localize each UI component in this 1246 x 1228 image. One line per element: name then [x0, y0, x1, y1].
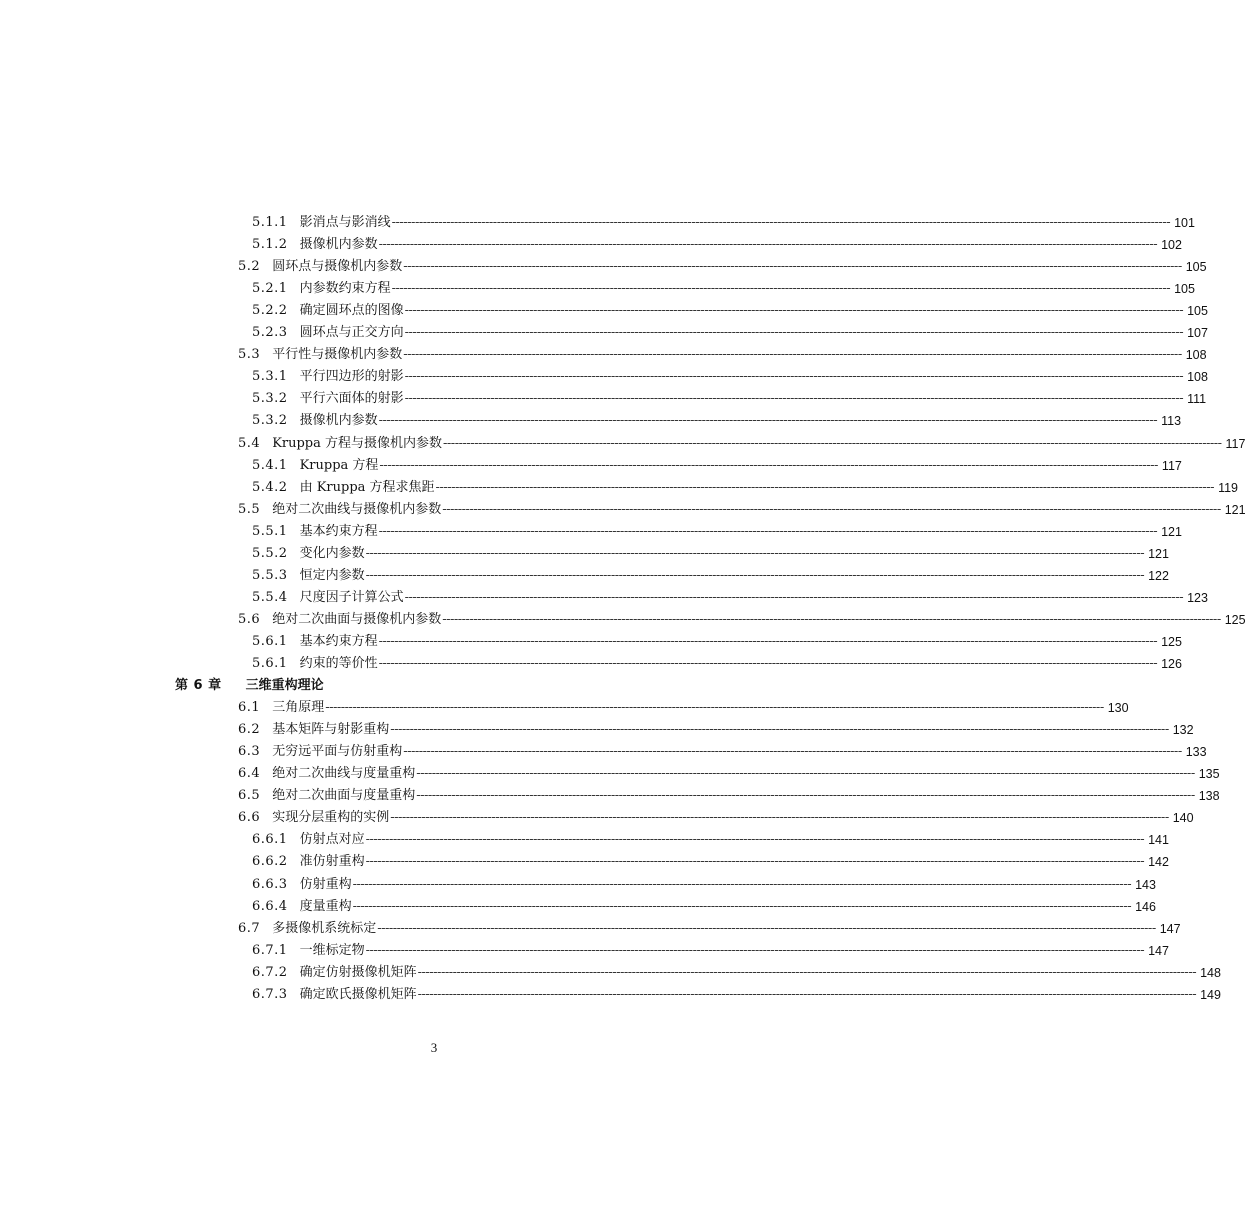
toc-entry	[252, 588, 1208, 608]
toc-entry-title: 确定欧氏摄像机矩阵	[299, 986, 417, 1002]
dot-leader: --------------------------------------------------------------------------------------------------------------------------------------------------------------------------------------------------------	[365, 942, 1145, 958]
page-number: 3	[430, 1040, 438, 1055]
toc-entry	[238, 919, 1181, 939]
dot-leader: --------------------------------------------------------------------------------------------------------------------------------------------------------------------------------------------------------	[404, 391, 1184, 407]
toc-entry-number: 5.5.2	[252, 545, 288, 561]
toc-entry-number: 5.6	[238, 611, 261, 627]
dot-leader: --------------------------------------------------------------------------------------------------------------------------------------------------------------------------------------------------------	[378, 633, 1158, 649]
toc-entry	[238, 500, 1246, 520]
toc-entry-title: 仿射点对应	[299, 832, 365, 848]
dot-leader: --------------------------------------------------------------------------------------------------------------------------------------------------------------------------------------------------------	[417, 986, 1197, 1002]
toc-entry-number: 6.6	[238, 810, 261, 826]
toc-entry-page: 147	[1159, 921, 1181, 936]
toc-entry	[252, 830, 1169, 850]
toc-entry-title: 基本约束方程	[299, 633, 378, 649]
toc-entry-number: 第 6 章	[175, 678, 222, 694]
toc-entry-title: Kruppa 方程与摄像机内参数	[272, 435, 443, 451]
toc-entry-number: 6.4	[238, 766, 261, 782]
toc-entry-page: 143	[1135, 877, 1156, 892]
toc-entry-number: 5.4.1	[252, 457, 288, 473]
toc-entry-title: 准仿射重构	[299, 854, 365, 870]
toc-entry-page: 148	[1200, 965, 1221, 980]
toc-entry	[252, 367, 1208, 387]
toc-entry-number: 5.1.1	[252, 215, 288, 230]
dot-leader: --------------------------------------------------------------------------------------------------------------------------------------------------------------------------------------------------------	[365, 832, 1145, 848]
dot-leader: --------------------------------------------------------------------------------------------------------------------------------------------------------------------------------------------------------	[365, 567, 1145, 583]
toc-entry-title: 影消点与影消线	[299, 215, 391, 230]
toc-entry-title: 多摄像机系统标定	[272, 920, 377, 936]
toc-entry-title: 平行性与摄像机内参数	[272, 347, 403, 363]
toc-entry-title: 摄像机内参数	[299, 413, 378, 429]
toc-entry-title: 绝对二次曲线与度量重构	[272, 766, 416, 782]
toc-entry-number: 5.6.1	[252, 656, 288, 671]
toc-entry-number: 5.1.2	[252, 237, 288, 253]
toc-entry-page: 135	[1198, 767, 1220, 782]
toc-entry-title: 圆环点与正交方向	[299, 325, 404, 341]
toc-entry-page: 126	[1161, 657, 1182, 671]
toc-entry-number: 5.6.1	[252, 633, 288, 649]
toc-entry-title: 仿射重构	[299, 876, 352, 892]
dot-leader: --------------------------------------------------------------------------------------------------------------------------------------------------------------------------------------------------------	[403, 347, 1182, 363]
toc-entry-number: 5.4	[238, 435, 261, 451]
toc-entry-page: 101	[1174, 216, 1195, 230]
toc-entry	[252, 985, 1221, 1005]
dot-leader: --------------------------------------------------------------------------------------------------------------------------------------------------------------------------------------------------------	[378, 656, 1158, 671]
toc-entry-number: 6.3	[238, 744, 261, 760]
toc-entry-title: 尺度因子计算公式	[299, 589, 404, 605]
toc-entry-page: 141	[1148, 833, 1169, 848]
toc-entry-title: 度量重构	[299, 898, 352, 914]
toc-entry-title: 基本矩阵与射影重构	[272, 722, 390, 738]
toc-entry-number: 5.2	[238, 259, 261, 275]
toc-entry	[238, 434, 1246, 454]
toc-entry-number: 5.2.1	[252, 281, 288, 297]
dot-leader: --------------------------------------------------------------------------------------------------------------------------------------------------------------------------------------------------------	[390, 722, 1169, 738]
toc-entry-page: 108	[1185, 348, 1207, 363]
toc-entry-title: 绝对二次曲面与度量重构	[272, 788, 416, 804]
toc-entry-number: 5.2.3	[252, 325, 288, 341]
toc-entry	[252, 654, 1182, 674]
dot-leader: --------------------------------------------------------------------------------------------------------------------------------------------------------------------------------------------------------	[378, 237, 1158, 253]
toc-entry-number: 6.7.1	[252, 942, 288, 958]
toc-entry-page: 108	[1187, 370, 1208, 385]
toc-entry-page: 113	[1161, 414, 1182, 429]
toc-entry-page: 125	[1224, 612, 1246, 627]
toc-entry	[252, 522, 1182, 542]
toc-entry	[252, 963, 1221, 983]
toc-entry-title: 平行六面体的射影	[299, 391, 404, 407]
toc-entry	[252, 213, 1195, 233]
toc-entry-number: 5.4.2	[252, 479, 288, 495]
toc-entry	[238, 786, 1220, 806]
toc-entry	[238, 610, 1246, 630]
toc-entry-title: 恒定内参数	[299, 567, 365, 583]
toc-entry-number: 6.6.2	[252, 854, 288, 870]
dot-leader: --------------------------------------------------------------------------------------------------------------------------------------------------------------------------------------------------------	[378, 523, 1158, 539]
toc-entry-page: 121	[1224, 502, 1246, 517]
toc-entry-number: 6.6.3	[252, 876, 288, 892]
toc-entry-number: 6.1	[238, 700, 261, 716]
toc-entry-title: 平行四边形的射影	[299, 369, 404, 385]
toc-entry-page: 146	[1135, 899, 1156, 914]
toc-entry	[252, 301, 1208, 321]
toc-entry-number: 6.2	[238, 722, 261, 738]
toc-entry	[252, 566, 1169, 586]
toc-entry-page: 105	[1174, 282, 1195, 297]
dot-leader: --------------------------------------------------------------------------------------------------------------------------------------------------------------------------------------------------------	[404, 325, 1184, 341]
toc-entry-number: 5.3.2	[252, 413, 288, 429]
toc-entry-page: 122	[1148, 568, 1169, 583]
dot-leader: --------------------------------------------------------------------------------------------------------------------------------------------------------------------------------------------------------	[443, 435, 1222, 451]
dot-leader: --------------------------------------------------------------------------------------------------------------------------------------------------------------------------------------------------------	[379, 457, 1158, 473]
toc-entry-page: 130	[1107, 701, 1129, 716]
toc-entry-page: 105	[1187, 304, 1208, 319]
toc-entry-number: 5.5.1	[252, 523, 288, 539]
dot-leader: --------------------------------------------------------------------------------------------------------------------------------------------------------------------------------------------------------	[365, 545, 1145, 561]
toc-entry	[238, 345, 1207, 365]
toc-entry	[238, 742, 1207, 762]
toc-entry-number: 5.2.2	[252, 303, 288, 319]
toc-entry-page: 125	[1161, 634, 1182, 649]
toc-entry-page: 107	[1187, 326, 1208, 341]
dot-leader: --------------------------------------------------------------------------------------------------------------------------------------------------------------------------------------------------------	[404, 589, 1184, 605]
toc-entry-number: 6.7	[238, 920, 261, 936]
toc-entry-page: 123	[1187, 590, 1208, 605]
dot-leader: --------------------------------------------------------------------------------------------------------------------------------------------------------------------------------------------------------	[325, 700, 1104, 716]
toc-entry	[252, 323, 1208, 343]
toc-entry-title: 由 Kruppa 方程求焦距	[299, 479, 435, 495]
dot-leader: --------------------------------------------------------------------------------------------------------------------------------------------------------------------------------------------------------	[404, 303, 1184, 319]
toc-entry-title: 三维重构理论	[245, 678, 324, 694]
toc-entry-page: 138	[1198, 789, 1220, 804]
toc-entry	[252, 389, 1207, 409]
dot-leader: --------------------------------------------------------------------------------------------------------------------------------------------------------------------------------------------------------	[391, 215, 1171, 230]
toc-entry-page: 119	[1218, 480, 1238, 495]
toc-entry-page: 105	[1185, 260, 1207, 275]
toc-entry-page: 121	[1148, 546, 1169, 561]
toc-entry	[252, 235, 1182, 255]
dot-leader: --------------------------------------------------------------------------------------------------------------------------------------------------------------------------------------------------------	[403, 744, 1182, 760]
toc-entry-page: 117	[1161, 458, 1182, 473]
toc-entry-title: 绝对二次曲面与摄像机内参数	[272, 611, 442, 627]
toc-entry	[238, 764, 1220, 784]
dot-leader: --------------------------------------------------------------------------------------------------------------------------------------------------------------------------------------------------------	[377, 920, 1156, 936]
toc-entry	[252, 875, 1156, 895]
toc-entry-number: 6.7.3	[252, 986, 288, 1002]
toc-entry-number: 6.5	[238, 788, 261, 804]
toc-entry-number: 5.3.2	[252, 391, 288, 407]
toc-entry-title: 无穷远平面与仿射重构	[272, 744, 403, 760]
toc-entry-title: 一维标定物	[299, 942, 365, 958]
toc-entry-page: 133	[1185, 745, 1207, 760]
toc-entry	[238, 698, 1129, 718]
dot-leader: --------------------------------------------------------------------------------------------------------------------------------------------------------------------------------------------------------	[442, 611, 1221, 627]
toc-entry-number: 6.6.1	[252, 832, 288, 848]
dot-leader: --------------------------------------------------------------------------------------------------------------------------------------------------------------------------------------------------------	[390, 810, 1169, 826]
toc-entry-page: 117	[1225, 436, 1246, 451]
toc-entry-title: 确定圆环点的图像	[299, 303, 404, 319]
toc-entry	[252, 411, 1182, 431]
toc-entry-number: 6.6.4	[252, 898, 288, 914]
toc-entry-title: 变化内参数	[299, 545, 365, 561]
dot-leader: --------------------------------------------------------------------------------------------------------------------------------------------------------------------------------------------------------	[378, 413, 1158, 429]
toc-entry	[252, 897, 1156, 917]
toc-entry-page: 121	[1161, 524, 1182, 539]
dot-leader: --------------------------------------------------------------------------------------------------------------------------------------------------------------------------------------------------------	[365, 854, 1145, 870]
toc-entry	[238, 257, 1207, 277]
toc-entry	[252, 852, 1169, 872]
toc-entry	[238, 720, 1194, 740]
toc-entry-number: 5.5	[238, 501, 261, 517]
toc-entry-number: 5.5.3	[252, 567, 288, 583]
toc-entry-title: Kruppa 方程	[299, 457, 379, 473]
dot-leader: --------------------------------------------------------------------------------------------------------------------------------------------------------------------------------------------------------	[417, 964, 1197, 980]
toc-entry-number: 5.3	[238, 347, 261, 363]
toc-entry-number: 6.7.2	[252, 964, 288, 980]
toc-entry-page: 132	[1172, 723, 1194, 738]
toc-entry-title: 绝对二次曲线与摄像机内参数	[272, 501, 442, 517]
dot-leader: --------------------------------------------------------------------------------------------------------------------------------------------------------------------------------------------------------	[352, 876, 1132, 892]
dot-leader: --------------------------------------------------------------------------------------------------------------------------------------------------------------------------------------------------------	[391, 281, 1171, 297]
dot-leader: --------------------------------------------------------------------------------------------------------------------------------------------------------------------------------------------------------	[416, 788, 1195, 804]
dot-leader: --------------------------------------------------------------------------------------------------------------------------------------------------------------------------------------------------------	[416, 766, 1195, 782]
toc-entry-page: 147	[1148, 943, 1169, 958]
dot-leader: --------------------------------------------------------------------------------------------------------------------------------------------------------------------------------------------------------	[442, 501, 1221, 517]
toc-entry-title: 实现分层重构的实例	[272, 810, 390, 826]
dot-leader: --------------------------------------------------------------------------------------------------------------------------------------------------------------------------------------------------------	[404, 369, 1184, 385]
toc-entry-title: 约束的等价性	[299, 656, 378, 671]
toc-entry-page: 102	[1161, 238, 1182, 253]
dot-leader: --------------------------------------------------------------------------------------------------------------------------------------------------------------------------------------------------------	[403, 259, 1182, 275]
toc-entry	[238, 808, 1194, 828]
toc-entry	[252, 632, 1182, 652]
toc-entry-number: 5.3.1	[252, 369, 288, 385]
dot-leader: --------------------------------------------------------------------------------------------------------------------------------------------------------------------------------------------------------	[435, 479, 1215, 495]
toc-entry	[252, 456, 1182, 476]
toc-entry	[252, 478, 1238, 498]
toc-entry	[252, 544, 1169, 564]
toc-entry-page: 142	[1148, 855, 1169, 870]
toc-entry-title: 摄像机内参数	[299, 237, 378, 253]
toc-entry-number: 5.5.4	[252, 589, 288, 605]
dot-leader: --------------------------------------------------------------------------------------------------------------------------------------------------------------------------------------------------------	[352, 898, 1132, 914]
toc-entry	[252, 279, 1195, 299]
toc-entry-title: 三角原理	[272, 700, 325, 716]
toc-entry-page: 149	[1200, 987, 1221, 1002]
toc-entry-title: 内参数约束方程	[299, 281, 391, 297]
toc-entry-title: 圆环点与摄像机内参数	[272, 259, 403, 275]
toc-entry-page: 140	[1172, 811, 1194, 826]
chapter-heading	[175, 676, 719, 696]
toc-entry-page: 111	[1187, 392, 1207, 407]
toc-entry	[252, 941, 1169, 961]
toc-entry-title: 确定仿射摄像机矩阵	[299, 964, 417, 980]
toc-entry-title: 基本约束方程	[299, 523, 378, 539]
